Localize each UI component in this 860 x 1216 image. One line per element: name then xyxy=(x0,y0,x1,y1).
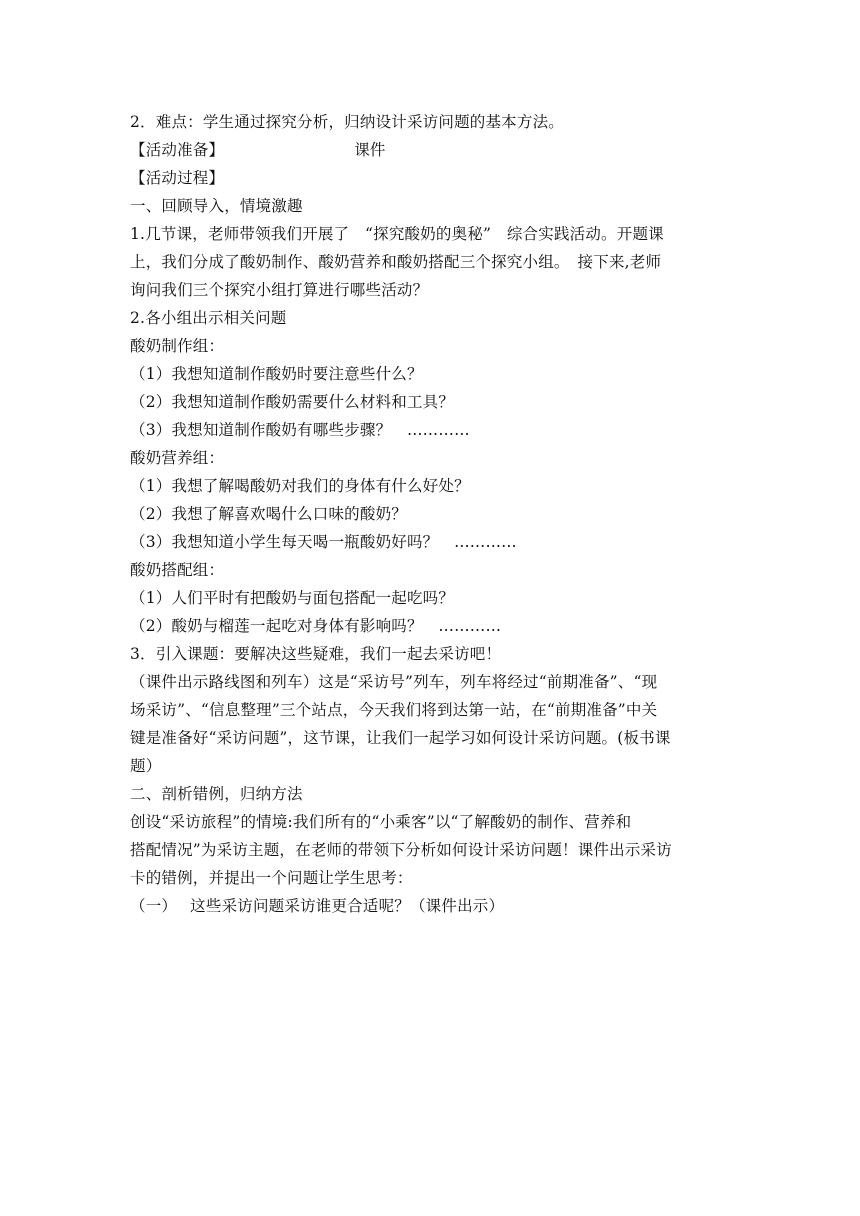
step-3-line: 3．引入课题：要解决这些疑难，我们一起去采访吧！ xyxy=(130,645,502,663)
group-making-question-2: （2）我想知道制作酸奶需要什么材料和工具？ xyxy=(130,393,455,411)
step-1-line-3: 询问我们三个探究小组打算进行哪些活动？ xyxy=(130,281,429,299)
section-2-line-3: 卡的错例，并提出一个问题让学生思考： xyxy=(130,869,413,887)
group-nutrition-heading: 酸奶营养组： xyxy=(130,449,225,467)
group-nutrition-question-3: （3）我想知道小学生每天喝一瓶酸奶好吗？ ………… xyxy=(130,533,517,551)
step-1-paragraph xyxy=(130,220,730,304)
group-pairing-question-1: （1）人们平时有把酸奶与面包搭配一起吃吗？ xyxy=(130,589,455,607)
group-making-heading: 酸奶制作组： xyxy=(130,337,225,355)
activity-prep-line xyxy=(130,136,730,164)
activity-prep-value: 课件 xyxy=(354,141,386,159)
intro-paragraph xyxy=(130,668,730,780)
section-2-title: 二、剖析错例，归纳方法 xyxy=(130,785,303,803)
group-making-question-3: （3）我想知道制作酸奶有哪些步骤？ ………… xyxy=(130,421,470,439)
intro-line-2: 场采访”、“信息整理”三个站点，今天我们将到达第一站，在“前期准备”中关 xyxy=(130,701,658,719)
intro-line-1: （课件出示路线图和列车）这是“采访号”列车，列车将经过“前期准备”、“现 xyxy=(130,673,658,691)
section-2-line-2: 搭配情况”为采访主题，在老师的带领下分析如何设计采访问题！课件出示采访 xyxy=(130,841,672,859)
step-2-line: 2.各小组出示相关问题 xyxy=(130,309,287,327)
section-1-title: 一、回顾导入，情境激趣 xyxy=(130,197,303,215)
intro-line-3: 键是准备好“采访问题”，这节课，让我们一起学习如何设计采访问题。(板书课 xyxy=(130,729,671,747)
group-nutrition-question-1: （1）我想了解喝酸奶对我们的身体有什么好处？ xyxy=(130,477,470,495)
group-pairing-heading: 酸奶搭配组： xyxy=(130,561,225,579)
subsection-1-line: （一） 这些采访问题采访谁更合适呢？（课件出示） xyxy=(130,897,505,915)
intro-line-4: 题） xyxy=(130,757,162,775)
activity-process-label: 【活动过程】 xyxy=(130,169,225,187)
group-nutrition-question-2: （2）我想了解喜欢喝什么口味的酸奶？ xyxy=(130,505,407,523)
group-pairing-question-2: （2）酸奶与榴莲一起吃对身体有影响吗？ ………… xyxy=(130,617,502,635)
document-page xyxy=(130,108,730,920)
group-making-question-1: （1）我想知道制作酸奶时要注意些什么？ xyxy=(130,365,423,383)
step-1-line-1: 1.几节课，老师带领我们开展了 “探究酸奶的奥秘” 综合实践活动。开题课 xyxy=(130,225,664,243)
section-2-paragraph xyxy=(130,808,730,892)
step-1-line-2: 上，我们分成了酸奶制作、酸奶营养和酸奶搭配三个探究小组。 接下来,老师 xyxy=(130,253,662,271)
section-2-line-1: 创设“采访旅程”的情境:我们所有的“小乘客”以“了解酸奶的制作、营养和 xyxy=(130,813,632,831)
activity-prep-label: 【活动准备】 xyxy=(130,141,225,159)
difficulty-line: 2．难点：学生通过探究分析，归纳设计采访问题的基本方法。 xyxy=(130,113,564,131)
